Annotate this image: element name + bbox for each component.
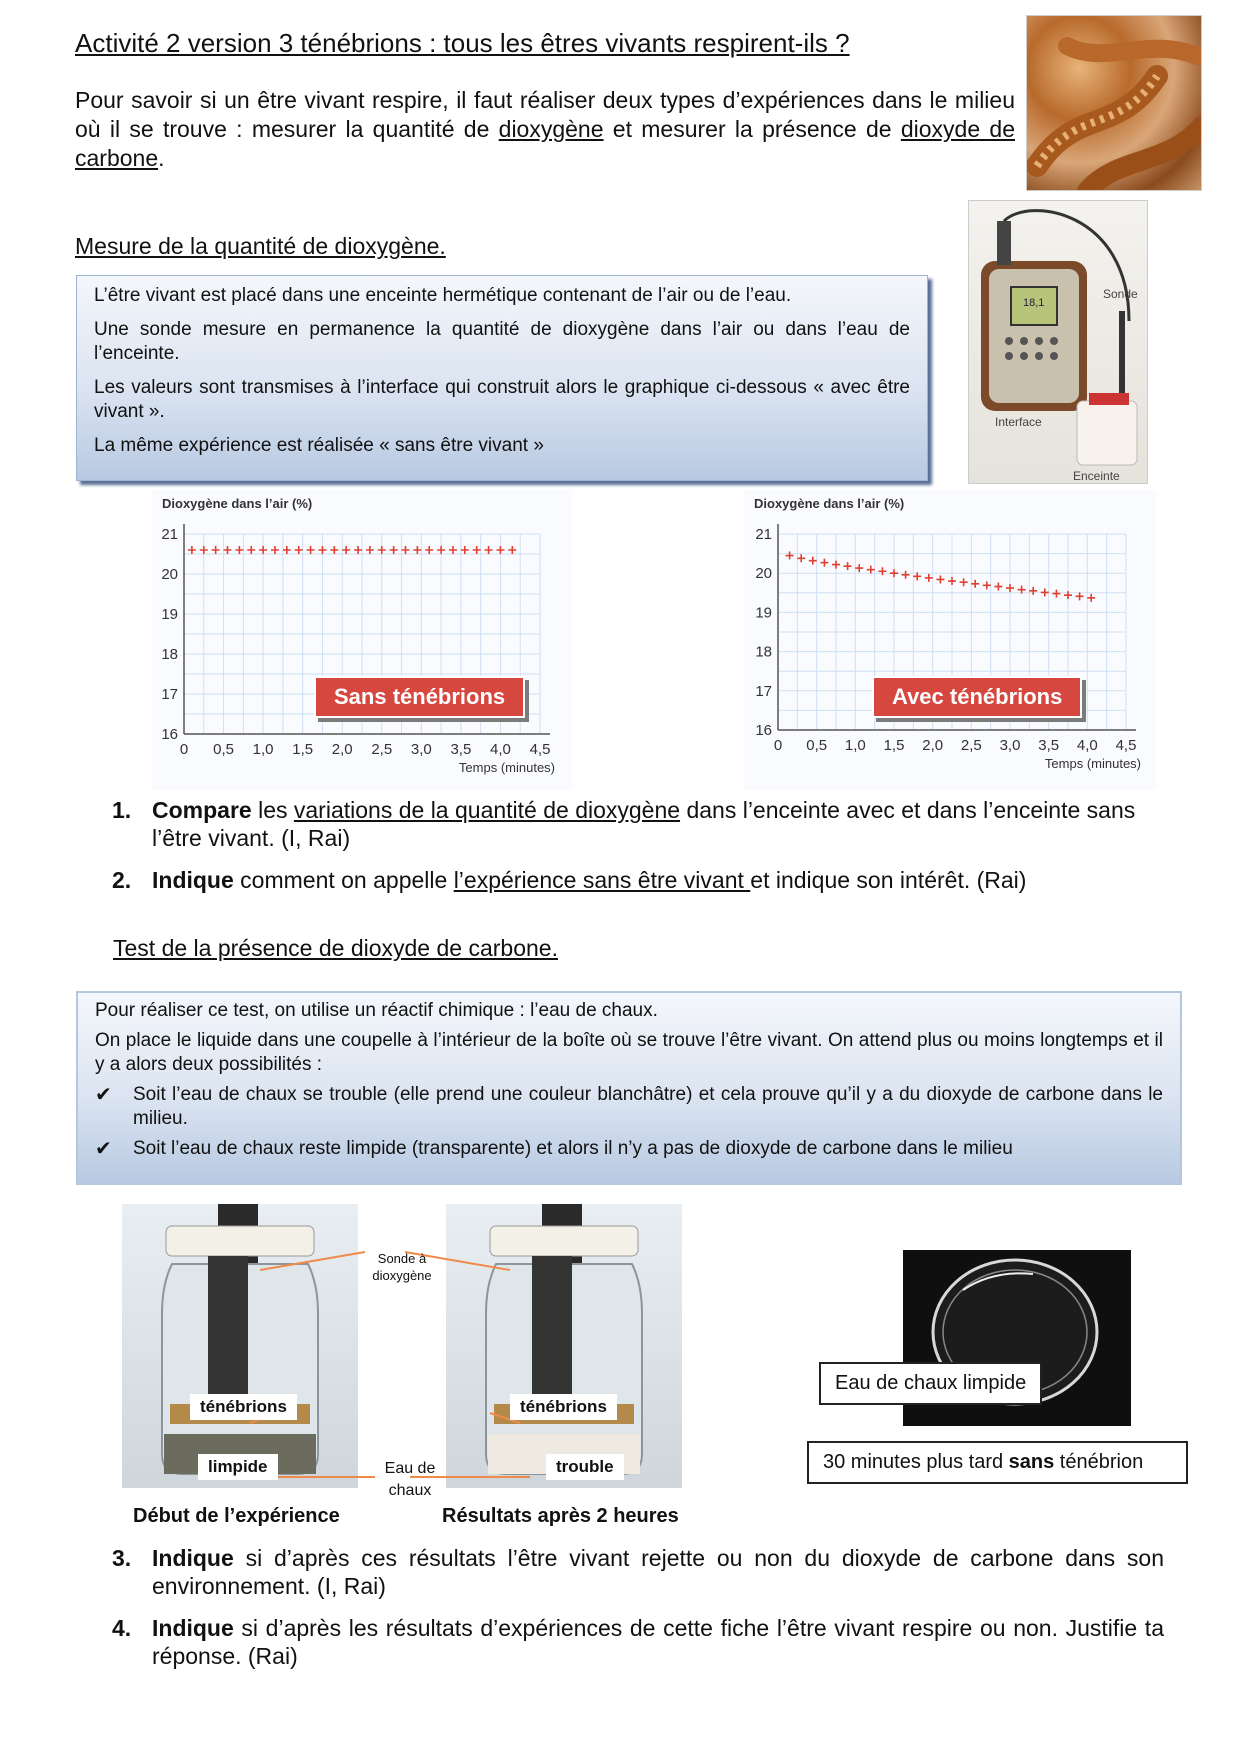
y-tick-label: 18 [755, 643, 772, 661]
data-point [508, 546, 516, 554]
device-drawing [969, 201, 1149, 485]
x-tick-label: 1,5 [292, 741, 314, 758]
question-verb: Indique [152, 1545, 234, 1571]
y-tick-label: 21 [161, 526, 178, 543]
x-tick-label: 3,0 [410, 741, 432, 758]
data-point [485, 546, 493, 554]
data-point [855, 564, 863, 572]
data-point [402, 546, 410, 554]
question-2: 2. Indique comment on appelle l’expérience sans être vivant et indique son intérêt. (Rai) [112, 867, 1027, 893]
x-tick-label: 2,0 [922, 737, 944, 754]
y-tick-label: 20 [161, 566, 178, 583]
data-point [283, 546, 291, 554]
y-axis-label: Dioxygène dans l’air (%) [754, 496, 905, 511]
data-point [354, 546, 362, 554]
data-point [1041, 588, 1049, 596]
data-point [925, 574, 933, 582]
device-screen-value: 18,1 [1023, 297, 1045, 309]
x-tick-label: 1,0 [844, 737, 866, 754]
data-point [936, 575, 944, 583]
box1-line: L’être vivant est placé dans une enceinte hermétique contenant de l’air ou de l’eau. [94, 285, 792, 306]
x-tick-label: 4,0 [1076, 737, 1098, 754]
data-point [496, 546, 504, 554]
y-tick-label: 19 [755, 604, 772, 622]
data-point [318, 546, 326, 554]
label-trouble: trouble [546, 1454, 624, 1480]
data-point [413, 546, 421, 554]
question-3: 3. Indique si d’après ces résultats l’être vivant rejette ou non du dioxyde de carbone dans son environnement. (I, Rai) [112, 1545, 1164, 1599]
data-point [948, 577, 956, 585]
x-tick-label: 0,5 [213, 741, 234, 758]
chart-label-without: Sans ténébrions [314, 676, 525, 718]
data-point [330, 546, 338, 554]
page-title: Activité 2 version 3 ténébrions : tous les êtres vivants respirent-ils ? [75, 28, 850, 58]
caption-result: Résultats après 2 heures [442, 1505, 679, 1527]
data-point [832, 561, 840, 569]
data-point [247, 546, 255, 554]
data-point [844, 562, 852, 570]
oxygen-device-photo [968, 200, 1148, 484]
info-box-co2 [76, 991, 1182, 1185]
data-point [960, 578, 968, 586]
chart-label-with: Avec ténébrions [872, 676, 1082, 718]
data-point [1006, 584, 1014, 592]
box2-line: On place le liquide dans une coupelle à l’intérieur de la boîte où se trouve l’être vivant. On attend plus ou moins longtemps et il y a alors deux possibilités : [95, 1030, 1163, 1075]
data-point [1076, 592, 1084, 600]
box1-line: Une sonde mesure en permanence la quantité de dioxygène dans l’air ou dans l’eau de l’enceinte. [94, 319, 910, 364]
data-point [820, 559, 828, 567]
label-interface: Interface [995, 415, 1042, 429]
data-point [271, 546, 279, 554]
data-point [878, 567, 886, 575]
y-tick-label: 17 [161, 686, 178, 703]
section1-heading: Mesure de la quantité de dioxygène. [75, 233, 446, 259]
y-tick-label: 16 [161, 726, 178, 743]
x-tick-label: 2,5 [960, 737, 982, 754]
box2-line: Pour réaliser ce test, on utilise un réactif chimique : l’eau de chaux. [95, 1000, 658, 1021]
box1-line: La même expérience est réalisée « sans être vivant » [94, 435, 544, 456]
data-point [797, 554, 805, 562]
mealworm-photo [1026, 15, 1202, 191]
data-point [378, 546, 386, 554]
x-tick-label: 2,5 [371, 741, 393, 758]
check-icon: ✔ [95, 1084, 112, 1106]
x-tick-label: 1,5 [883, 737, 905, 754]
label-30-minutes: 30 minutes plus tard sans ténébrion [807, 1441, 1188, 1484]
y-tick-label: 19 [161, 606, 178, 623]
arrow-sonde-left [260, 1252, 365, 1270]
intro-paragraph: Pour savoir si un être vivant respire, il faut réaliser deux types d’expériences dans le milieu où il se trouve : mesurer la quantité de dioxygène et mesurer la présence de dioxyde de carbone. [75, 87, 1016, 171]
x-tick-label: 4,5 [1115, 737, 1137, 754]
data-point [342, 546, 350, 554]
x-tick-label: 0 [773, 737, 783, 754]
check-item: ✔ Soit l’eau de chaux reste limpide (transparente) et alors il n’y a pas de dioxyde de carbone dans le milieu [95, 1138, 1013, 1160]
data-point [224, 546, 232, 554]
question-number: 3. [112, 1545, 132, 1571]
data-point [259, 546, 267, 554]
y-axis-label: Dioxygène dans l’air (%) [162, 496, 313, 511]
data-point [212, 546, 220, 554]
caption-start: Début de l’expérience [133, 1505, 340, 1527]
question-number: 1. [112, 797, 132, 823]
data-point [235, 546, 243, 554]
data-point [867, 566, 875, 574]
dioxygen-term: dioxygène [498, 116, 604, 142]
x-axis-label: Temps (minutes) [458, 760, 555, 775]
label-sonde-dioxygene: Sonde à dioxygène [372, 1251, 432, 1283]
data-point [425, 546, 433, 554]
co2-term: dioxyde de carbone [75, 116, 1016, 171]
question-verb: Indique [152, 867, 234, 893]
x-tick-label: 3,0 [999, 737, 1021, 754]
check-item: ✔ Soit l’eau de chaux se trouble (elle prend une couleur blanchâtre) et cela prouve qu’il y a du dioxyde de carbone dans le milieu. [95, 1084, 1163, 1129]
question-number: 2. [112, 867, 132, 893]
label-eau-limpide: Eau de chaux limpide [819, 1362, 1042, 1405]
data-point [461, 546, 469, 554]
y-tick-label: 17 [755, 682, 772, 700]
y-tick-label: 16 [755, 722, 772, 739]
data-point [188, 546, 196, 554]
y-tick-label: 21 [755, 526, 772, 543]
x-tick-label: 3,5 [450, 741, 472, 758]
info-box-oxygen [76, 275, 928, 481]
data-point [890, 569, 898, 577]
section2-heading: Test de la présence de dioxyde de carbone. [113, 935, 558, 961]
box1-line: Les valeurs sont transmises à l’interface qui construit alors le graphique ci-dessous « avec être vivant ». [94, 377, 910, 422]
x-tick-label: 1,0 [252, 741, 274, 758]
x-tick-label: 0 [179, 741, 189, 758]
label-sonde: Sonde [1103, 287, 1138, 301]
data-point [449, 546, 457, 554]
data-point [1052, 590, 1060, 598]
data-point [786, 552, 794, 560]
question-verb: Indique [152, 1615, 234, 1641]
data-point [295, 546, 303, 554]
chart-with-mealworms [744, 490, 1156, 790]
x-tick-label: 0,5 [806, 737, 828, 754]
chart-without-mealworms [152, 490, 572, 790]
x-axis-label: Temps (minutes) [1044, 756, 1141, 771]
question-underlined: l’expérience sans être vivant [453, 867, 751, 893]
data-point [971, 580, 979, 588]
x-tick-label: 2,0 [331, 741, 353, 758]
check-icon: ✔ [95, 1138, 112, 1160]
data-point [473, 546, 481, 554]
data-point [390, 546, 398, 554]
data-point [200, 546, 208, 554]
data-point [994, 583, 1002, 591]
label-tenebrions-left: ténébrions [190, 1394, 297, 1420]
y-tick-label: 20 [755, 565, 772, 583]
data-point [1029, 587, 1037, 595]
x-tick-label: 4,5 [529, 741, 551, 758]
data-point [809, 557, 817, 565]
data-point [902, 571, 910, 579]
data-point [366, 546, 374, 554]
label-eau-de-chaux: Eau de chaux [384, 1460, 436, 1499]
label-limpide: limpide [198, 1454, 278, 1480]
data-point [1087, 594, 1095, 602]
question-verb: Compare [152, 797, 252, 823]
question-underlined: variations de la quantité de dioxygène [293, 797, 681, 823]
label-enceinte: Enceinte [1073, 469, 1120, 483]
question-4: 4. Indique si d’après les résultats d’expériences de cette fiche l’être vivant respire ou non. Justifie ta réponse. (Rai) [112, 1615, 1164, 1669]
data-point [307, 546, 315, 554]
mealworm-drawing [1027, 16, 1202, 191]
question-number: 4. [112, 1615, 132, 1641]
x-tick-label: 3,5 [1038, 737, 1060, 754]
x-tick-label: 4,0 [490, 741, 511, 758]
data-point [983, 581, 991, 589]
question-1: 1. Compare les variations de la quantité de dioxygène dans l’enceinte avec et dans l’enceinte sans l’être vivant. (I, Rai) [112, 797, 1136, 851]
data-point [437, 546, 445, 554]
y-tick-label: 18 [161, 646, 178, 663]
label-tenebrions-right: ténébrions [510, 1394, 617, 1420]
